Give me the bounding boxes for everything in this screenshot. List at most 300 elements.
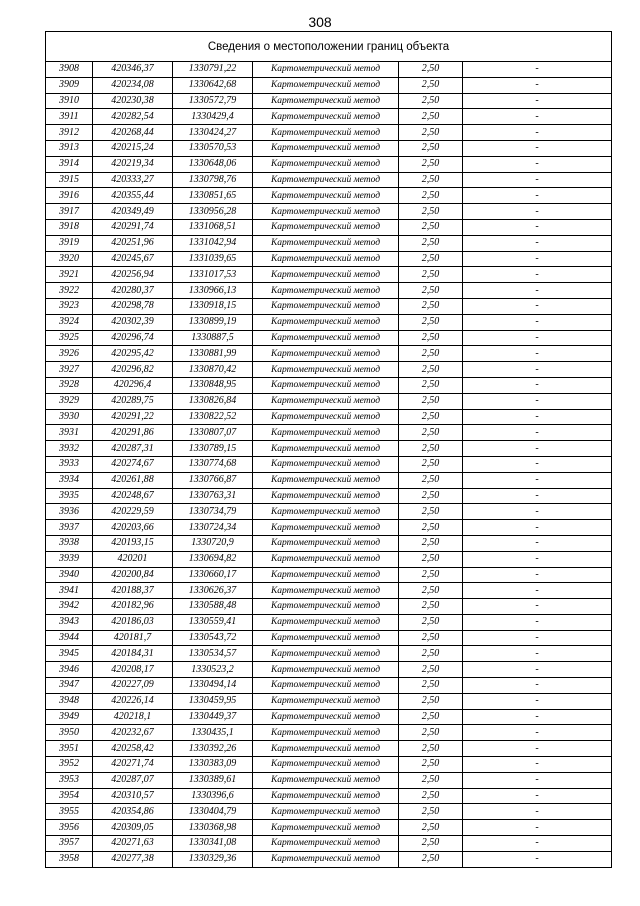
point-number-cell: 3919 bbox=[46, 235, 93, 251]
point-number-cell: 3941 bbox=[46, 583, 93, 599]
point-number-cell: 3932 bbox=[46, 441, 93, 457]
y-coordinate-cell: 1330648,06 bbox=[173, 156, 253, 172]
point-number-cell: 3958 bbox=[46, 851, 93, 867]
method-cell: Картометрический метод bbox=[253, 851, 399, 867]
table-row bbox=[46, 314, 612, 330]
description-cell: - bbox=[463, 820, 612, 836]
description-cell: - bbox=[463, 204, 612, 220]
method-cell: Картометрический метод bbox=[253, 520, 399, 536]
x-coordinate-cell: 420349,49 bbox=[93, 204, 173, 220]
description-cell: - bbox=[463, 140, 612, 156]
point-number-cell: 3922 bbox=[46, 283, 93, 299]
point-number-cell: 3953 bbox=[46, 772, 93, 788]
x-coordinate-cell: 420245,67 bbox=[93, 251, 173, 267]
method-cell: Картометрический метод bbox=[253, 156, 399, 172]
method-cell: Картометрический метод bbox=[253, 741, 399, 757]
y-coordinate-cell: 1330807,07 bbox=[173, 425, 253, 441]
x-coordinate-cell: 420277,38 bbox=[93, 851, 173, 867]
description-cell: - bbox=[463, 251, 612, 267]
x-coordinate-cell: 420226,14 bbox=[93, 693, 173, 709]
x-coordinate-cell: 420271,74 bbox=[93, 757, 173, 773]
x-coordinate-cell: 420289,75 bbox=[93, 393, 173, 409]
table-row bbox=[46, 535, 612, 551]
x-coordinate-cell: 420296,82 bbox=[93, 362, 173, 378]
description-cell: - bbox=[463, 267, 612, 283]
table-row bbox=[46, 62, 612, 78]
description-cell: - bbox=[463, 614, 612, 630]
point-number-cell: 3944 bbox=[46, 630, 93, 646]
point-number-cell: 3923 bbox=[46, 298, 93, 314]
y-coordinate-cell: 1330449,37 bbox=[173, 709, 253, 725]
point-number-cell: 3938 bbox=[46, 535, 93, 551]
y-coordinate-cell: 1330763,31 bbox=[173, 488, 253, 504]
x-coordinate-cell: 420248,67 bbox=[93, 488, 173, 504]
x-coordinate-cell: 420354,86 bbox=[93, 804, 173, 820]
description-cell: - bbox=[463, 298, 612, 314]
x-coordinate-cell: 420218,1 bbox=[93, 709, 173, 725]
x-coordinate-cell: 420291,86 bbox=[93, 425, 173, 441]
method-cell: Картометрический метод bbox=[253, 599, 399, 615]
description-cell: - bbox=[463, 678, 612, 694]
y-coordinate-cell: 1330341,08 bbox=[173, 836, 253, 852]
table-row bbox=[46, 614, 612, 630]
x-coordinate-cell: 420230,38 bbox=[93, 93, 173, 109]
y-coordinate-cell: 1330694,82 bbox=[173, 551, 253, 567]
x-coordinate-cell: 420200,84 bbox=[93, 567, 173, 583]
accuracy-cell: 2,50 bbox=[399, 219, 463, 235]
x-coordinate-cell: 420256,94 bbox=[93, 267, 173, 283]
point-number-cell: 3920 bbox=[46, 251, 93, 267]
accuracy-cell: 2,50 bbox=[399, 156, 463, 172]
accuracy-cell: 2,50 bbox=[399, 488, 463, 504]
point-number-cell: 3934 bbox=[46, 472, 93, 488]
y-coordinate-cell: 1330543,72 bbox=[173, 630, 253, 646]
accuracy-cell: 2,50 bbox=[399, 251, 463, 267]
point-number-cell: 3916 bbox=[46, 188, 93, 204]
y-coordinate-cell: 1330404,79 bbox=[173, 804, 253, 820]
table-row bbox=[46, 630, 612, 646]
table-row bbox=[46, 456, 612, 472]
y-coordinate-cell: 1330626,37 bbox=[173, 583, 253, 599]
table-row bbox=[46, 409, 612, 425]
accuracy-cell: 2,50 bbox=[399, 788, 463, 804]
x-coordinate-cell: 420287,31 bbox=[93, 441, 173, 457]
point-number-cell: 3931 bbox=[46, 425, 93, 441]
point-number-cell: 3957 bbox=[46, 836, 93, 852]
description-cell: - bbox=[463, 630, 612, 646]
y-coordinate-cell: 1330720,9 bbox=[173, 535, 253, 551]
point-number-cell: 3930 bbox=[46, 409, 93, 425]
method-cell: Картометрический метод bbox=[253, 583, 399, 599]
method-cell: Картометрический метод bbox=[253, 630, 399, 646]
accuracy-cell: 2,50 bbox=[399, 520, 463, 536]
point-number-cell: 3924 bbox=[46, 314, 93, 330]
table-row bbox=[46, 709, 612, 725]
table-row bbox=[46, 693, 612, 709]
x-coordinate-cell: 420261,88 bbox=[93, 472, 173, 488]
y-coordinate-cell: 1330383,09 bbox=[173, 757, 253, 773]
x-coordinate-cell: 420298,78 bbox=[93, 298, 173, 314]
accuracy-cell: 2,50 bbox=[399, 330, 463, 346]
y-coordinate-cell: 1330724,34 bbox=[173, 520, 253, 536]
accuracy-cell: 2,50 bbox=[399, 646, 463, 662]
x-coordinate-cell: 420291,74 bbox=[93, 219, 173, 235]
description-cell: - bbox=[463, 62, 612, 78]
point-number-cell: 3943 bbox=[46, 614, 93, 630]
description-cell: - bbox=[463, 504, 612, 520]
description-cell: - bbox=[463, 599, 612, 615]
accuracy-cell: 2,50 bbox=[399, 504, 463, 520]
table-body bbox=[46, 62, 612, 868]
x-coordinate-cell: 420258,42 bbox=[93, 741, 173, 757]
description-cell: - bbox=[463, 567, 612, 583]
x-coordinate-cell: 420182,96 bbox=[93, 599, 173, 615]
description-cell: - bbox=[463, 551, 612, 567]
y-coordinate-cell: 1330966,13 bbox=[173, 283, 253, 299]
description-cell: - bbox=[463, 488, 612, 504]
table-row bbox=[46, 599, 612, 615]
y-coordinate-cell: 1330774,68 bbox=[173, 456, 253, 472]
accuracy-cell: 2,50 bbox=[399, 346, 463, 362]
point-number-cell: 3950 bbox=[46, 725, 93, 741]
method-cell: Картометрический метод bbox=[253, 409, 399, 425]
point-number-cell: 3913 bbox=[46, 140, 93, 156]
description-cell: - bbox=[463, 757, 612, 773]
y-coordinate-cell: 1330424,27 bbox=[173, 125, 253, 141]
method-cell: Картометрический метод bbox=[253, 646, 399, 662]
table-row bbox=[46, 583, 612, 599]
table-row bbox=[46, 77, 612, 93]
description-cell: - bbox=[463, 535, 612, 551]
method-cell: Картометрический метод bbox=[253, 614, 399, 630]
method-cell: Картометрический метод bbox=[253, 693, 399, 709]
description-cell: - bbox=[463, 709, 612, 725]
accuracy-cell: 2,50 bbox=[399, 772, 463, 788]
method-cell: Картометрический метод bbox=[253, 109, 399, 125]
x-coordinate-cell: 420346,37 bbox=[93, 62, 173, 78]
method-cell: Картометрический метод bbox=[253, 204, 399, 220]
point-number-cell: 3956 bbox=[46, 820, 93, 836]
x-coordinate-cell: 420268,44 bbox=[93, 125, 173, 141]
x-coordinate-cell: 420309,05 bbox=[93, 820, 173, 836]
method-cell: Картометрический метод bbox=[253, 219, 399, 235]
accuracy-cell: 2,50 bbox=[399, 188, 463, 204]
accuracy-cell: 2,50 bbox=[399, 472, 463, 488]
method-cell: Картометрический метод bbox=[253, 235, 399, 251]
table-row bbox=[46, 330, 612, 346]
description-cell: - bbox=[463, 472, 612, 488]
accuracy-cell: 2,50 bbox=[399, 93, 463, 109]
table-row bbox=[46, 662, 612, 678]
y-coordinate-cell: 1330870,42 bbox=[173, 362, 253, 378]
point-number-cell: 3936 bbox=[46, 504, 93, 520]
description-cell: - bbox=[463, 804, 612, 820]
accuracy-cell: 2,50 bbox=[399, 235, 463, 251]
y-coordinate-cell: 1331017,53 bbox=[173, 267, 253, 283]
method-cell: Картометрический метод bbox=[253, 772, 399, 788]
point-number-cell: 3933 bbox=[46, 456, 93, 472]
accuracy-cell: 2,50 bbox=[399, 583, 463, 599]
point-number-cell: 3929 bbox=[46, 393, 93, 409]
accuracy-cell: 2,50 bbox=[399, 172, 463, 188]
y-coordinate-cell: 1330642,68 bbox=[173, 77, 253, 93]
method-cell: Картометрический метод bbox=[253, 188, 399, 204]
boundary-table-container bbox=[45, 31, 611, 868]
method-cell: Картометрический метод bbox=[253, 172, 399, 188]
accuracy-cell: 2,50 bbox=[399, 140, 463, 156]
x-coordinate-cell: 420296,4 bbox=[93, 377, 173, 393]
y-coordinate-cell: 1330766,87 bbox=[173, 472, 253, 488]
point-number-cell: 3909 bbox=[46, 77, 93, 93]
table-row bbox=[46, 235, 612, 251]
x-coordinate-cell: 420215,24 bbox=[93, 140, 173, 156]
description-cell: - bbox=[463, 836, 612, 852]
point-number-cell: 3921 bbox=[46, 267, 93, 283]
method-cell: Картометрический метод bbox=[253, 93, 399, 109]
description-cell: - bbox=[463, 156, 612, 172]
method-cell: Картометрический метод bbox=[253, 393, 399, 409]
table-row bbox=[46, 725, 612, 741]
method-cell: Картометрический метод bbox=[253, 788, 399, 804]
method-cell: Картометрический метод bbox=[253, 662, 399, 678]
y-coordinate-cell: 1330588,48 bbox=[173, 599, 253, 615]
point-number-cell: 3911 bbox=[46, 109, 93, 125]
point-number-cell: 3947 bbox=[46, 678, 93, 694]
method-cell: Картометрический метод bbox=[253, 472, 399, 488]
description-cell: - bbox=[463, 520, 612, 536]
description-cell: - bbox=[463, 425, 612, 441]
x-coordinate-cell: 420271,63 bbox=[93, 836, 173, 852]
point-number-cell: 3915 bbox=[46, 172, 93, 188]
table-row bbox=[46, 820, 612, 836]
description-cell: - bbox=[463, 772, 612, 788]
point-number-cell: 3925 bbox=[46, 330, 93, 346]
description-cell: - bbox=[463, 362, 612, 378]
accuracy-cell: 2,50 bbox=[399, 362, 463, 378]
x-coordinate-cell: 420287,07 bbox=[93, 772, 173, 788]
point-number-cell: 3952 bbox=[46, 757, 93, 773]
description-cell: - bbox=[463, 109, 612, 125]
point-number-cell: 3954 bbox=[46, 788, 93, 804]
description-cell: - bbox=[463, 788, 612, 804]
table-row bbox=[46, 140, 612, 156]
y-coordinate-cell: 1330459,95 bbox=[173, 693, 253, 709]
method-cell: Картометрический метод bbox=[253, 267, 399, 283]
description-cell: - bbox=[463, 125, 612, 141]
point-number-cell: 3917 bbox=[46, 204, 93, 220]
method-cell: Картометрический метод bbox=[253, 820, 399, 836]
description-cell: - bbox=[463, 409, 612, 425]
x-coordinate-cell: 420208,17 bbox=[93, 662, 173, 678]
point-number-cell: 3910 bbox=[46, 93, 93, 109]
accuracy-cell: 2,50 bbox=[399, 109, 463, 125]
description-cell: - bbox=[463, 741, 612, 757]
point-number-cell: 3918 bbox=[46, 219, 93, 235]
method-cell: Картометрический метод bbox=[253, 567, 399, 583]
point-number-cell: 3939 bbox=[46, 551, 93, 567]
point-number-cell: 3951 bbox=[46, 741, 93, 757]
y-coordinate-cell: 1330368,98 bbox=[173, 820, 253, 836]
method-cell: Картометрический метод bbox=[253, 836, 399, 852]
accuracy-cell: 2,50 bbox=[399, 662, 463, 678]
y-coordinate-cell: 1330851,65 bbox=[173, 188, 253, 204]
description-cell: - bbox=[463, 693, 612, 709]
table-row bbox=[46, 219, 612, 235]
accuracy-cell: 2,50 bbox=[399, 804, 463, 820]
description-cell: - bbox=[463, 662, 612, 678]
table-row bbox=[46, 504, 612, 520]
method-cell: Картометрический метод bbox=[253, 77, 399, 93]
y-coordinate-cell: 1330887,5 bbox=[173, 330, 253, 346]
table-row bbox=[46, 757, 612, 773]
y-coordinate-cell: 1330429,4 bbox=[173, 109, 253, 125]
method-cell: Картометрический метод bbox=[253, 504, 399, 520]
point-number-cell: 3945 bbox=[46, 646, 93, 662]
accuracy-cell: 2,50 bbox=[399, 441, 463, 457]
method-cell: Картометрический метод bbox=[253, 377, 399, 393]
y-coordinate-cell: 1330822,52 bbox=[173, 409, 253, 425]
table-row bbox=[46, 425, 612, 441]
x-coordinate-cell: 420203,66 bbox=[93, 520, 173, 536]
method-cell: Картометрический метод bbox=[253, 314, 399, 330]
accuracy-cell: 2,50 bbox=[399, 204, 463, 220]
point-number-cell: 3928 bbox=[46, 377, 93, 393]
method-cell: Картометрический метод bbox=[253, 456, 399, 472]
table-row bbox=[46, 741, 612, 757]
y-coordinate-cell: 1331068,51 bbox=[173, 219, 253, 235]
description-cell: - bbox=[463, 235, 612, 251]
description-cell: - bbox=[463, 330, 612, 346]
table-row bbox=[46, 567, 612, 583]
accuracy-cell: 2,50 bbox=[399, 393, 463, 409]
method-cell: Картометрический метод bbox=[253, 362, 399, 378]
table-row bbox=[46, 472, 612, 488]
description-cell: - bbox=[463, 283, 612, 299]
point-number-cell: 3908 bbox=[46, 62, 93, 78]
accuracy-cell: 2,50 bbox=[399, 820, 463, 836]
accuracy-cell: 2,50 bbox=[399, 377, 463, 393]
description-cell: - bbox=[463, 851, 612, 867]
y-coordinate-cell: 1330956,28 bbox=[173, 204, 253, 220]
description-cell: - bbox=[463, 393, 612, 409]
method-cell: Картометрический метод bbox=[253, 488, 399, 504]
accuracy-cell: 2,50 bbox=[399, 298, 463, 314]
x-coordinate-cell: 420274,67 bbox=[93, 456, 173, 472]
y-coordinate-cell: 1330392,26 bbox=[173, 741, 253, 757]
table-row bbox=[46, 393, 612, 409]
page-number: 308 bbox=[308, 14, 332, 30]
x-coordinate-cell: 420333,27 bbox=[93, 172, 173, 188]
table-row bbox=[46, 520, 612, 536]
x-coordinate-cell: 420355,44 bbox=[93, 188, 173, 204]
description-cell: - bbox=[463, 314, 612, 330]
y-coordinate-cell: 1330389,61 bbox=[173, 772, 253, 788]
x-coordinate-cell: 420229,59 bbox=[93, 504, 173, 520]
table-row bbox=[46, 172, 612, 188]
accuracy-cell: 2,50 bbox=[399, 709, 463, 725]
table-row bbox=[46, 362, 612, 378]
method-cell: Картометрический метод bbox=[253, 140, 399, 156]
table-row bbox=[46, 678, 612, 694]
table-row bbox=[46, 251, 612, 267]
y-coordinate-cell: 1330329,36 bbox=[173, 851, 253, 867]
description-cell: - bbox=[463, 441, 612, 457]
point-number-cell: 3940 bbox=[46, 567, 93, 583]
accuracy-cell: 2,50 bbox=[399, 535, 463, 551]
x-coordinate-cell: 420227,09 bbox=[93, 678, 173, 694]
table-row bbox=[46, 156, 612, 172]
section-title: Сведения о местоположении границ объекта bbox=[46, 32, 612, 62]
point-number-cell: 3937 bbox=[46, 520, 93, 536]
accuracy-cell: 2,50 bbox=[399, 836, 463, 852]
y-coordinate-cell: 1330791,22 bbox=[173, 62, 253, 78]
x-coordinate-cell: 420302,39 bbox=[93, 314, 173, 330]
table-row bbox=[46, 836, 612, 852]
method-cell: Картометрический метод bbox=[253, 551, 399, 567]
accuracy-cell: 2,50 bbox=[399, 567, 463, 583]
accuracy-cell: 2,50 bbox=[399, 125, 463, 141]
method-cell: Картометрический метод bbox=[253, 283, 399, 299]
accuracy-cell: 2,50 bbox=[399, 62, 463, 78]
accuracy-cell: 2,50 bbox=[399, 630, 463, 646]
accuracy-cell: 2,50 bbox=[399, 77, 463, 93]
table-row bbox=[46, 283, 612, 299]
y-coordinate-cell: 1330881,99 bbox=[173, 346, 253, 362]
table-row bbox=[46, 346, 612, 362]
x-coordinate-cell: 420234,08 bbox=[93, 77, 173, 93]
y-coordinate-cell: 1330798,76 bbox=[173, 172, 253, 188]
table-row bbox=[46, 93, 612, 109]
description-cell: - bbox=[463, 456, 612, 472]
point-number-cell: 3955 bbox=[46, 804, 93, 820]
x-coordinate-cell: 420296,74 bbox=[93, 330, 173, 346]
method-cell: Картометрический метод bbox=[253, 725, 399, 741]
description-cell: - bbox=[463, 93, 612, 109]
point-number-cell: 3948 bbox=[46, 693, 93, 709]
point-number-cell: 3942 bbox=[46, 599, 93, 615]
table-row bbox=[46, 851, 612, 867]
x-coordinate-cell: 420181,7 bbox=[93, 630, 173, 646]
description-cell: - bbox=[463, 77, 612, 93]
table-row bbox=[46, 125, 612, 141]
table-row bbox=[46, 772, 612, 788]
point-number-cell: 3935 bbox=[46, 488, 93, 504]
accuracy-cell: 2,50 bbox=[399, 314, 463, 330]
y-coordinate-cell: 1330899,19 bbox=[173, 314, 253, 330]
table-row bbox=[46, 377, 612, 393]
method-cell: Картометрический метод bbox=[253, 535, 399, 551]
description-cell: - bbox=[463, 219, 612, 235]
table-title-row bbox=[46, 32, 612, 62]
accuracy-cell: 2,50 bbox=[399, 757, 463, 773]
method-cell: Картометрический метод bbox=[253, 346, 399, 362]
y-coordinate-cell: 1330435,1 bbox=[173, 725, 253, 741]
description-cell: - bbox=[463, 646, 612, 662]
table-row bbox=[46, 109, 612, 125]
x-coordinate-cell: 420310,57 bbox=[93, 788, 173, 804]
description-cell: - bbox=[463, 188, 612, 204]
description-cell: - bbox=[463, 725, 612, 741]
description-cell: - bbox=[463, 583, 612, 599]
description-cell: - bbox=[463, 377, 612, 393]
accuracy-cell: 2,50 bbox=[399, 693, 463, 709]
x-coordinate-cell: 420282,54 bbox=[93, 109, 173, 125]
method-cell: Картометрический метод bbox=[253, 62, 399, 78]
x-coordinate-cell: 420295,42 bbox=[93, 346, 173, 362]
x-coordinate-cell: 420291,22 bbox=[93, 409, 173, 425]
x-coordinate-cell: 420232,67 bbox=[93, 725, 173, 741]
accuracy-cell: 2,50 bbox=[399, 725, 463, 741]
